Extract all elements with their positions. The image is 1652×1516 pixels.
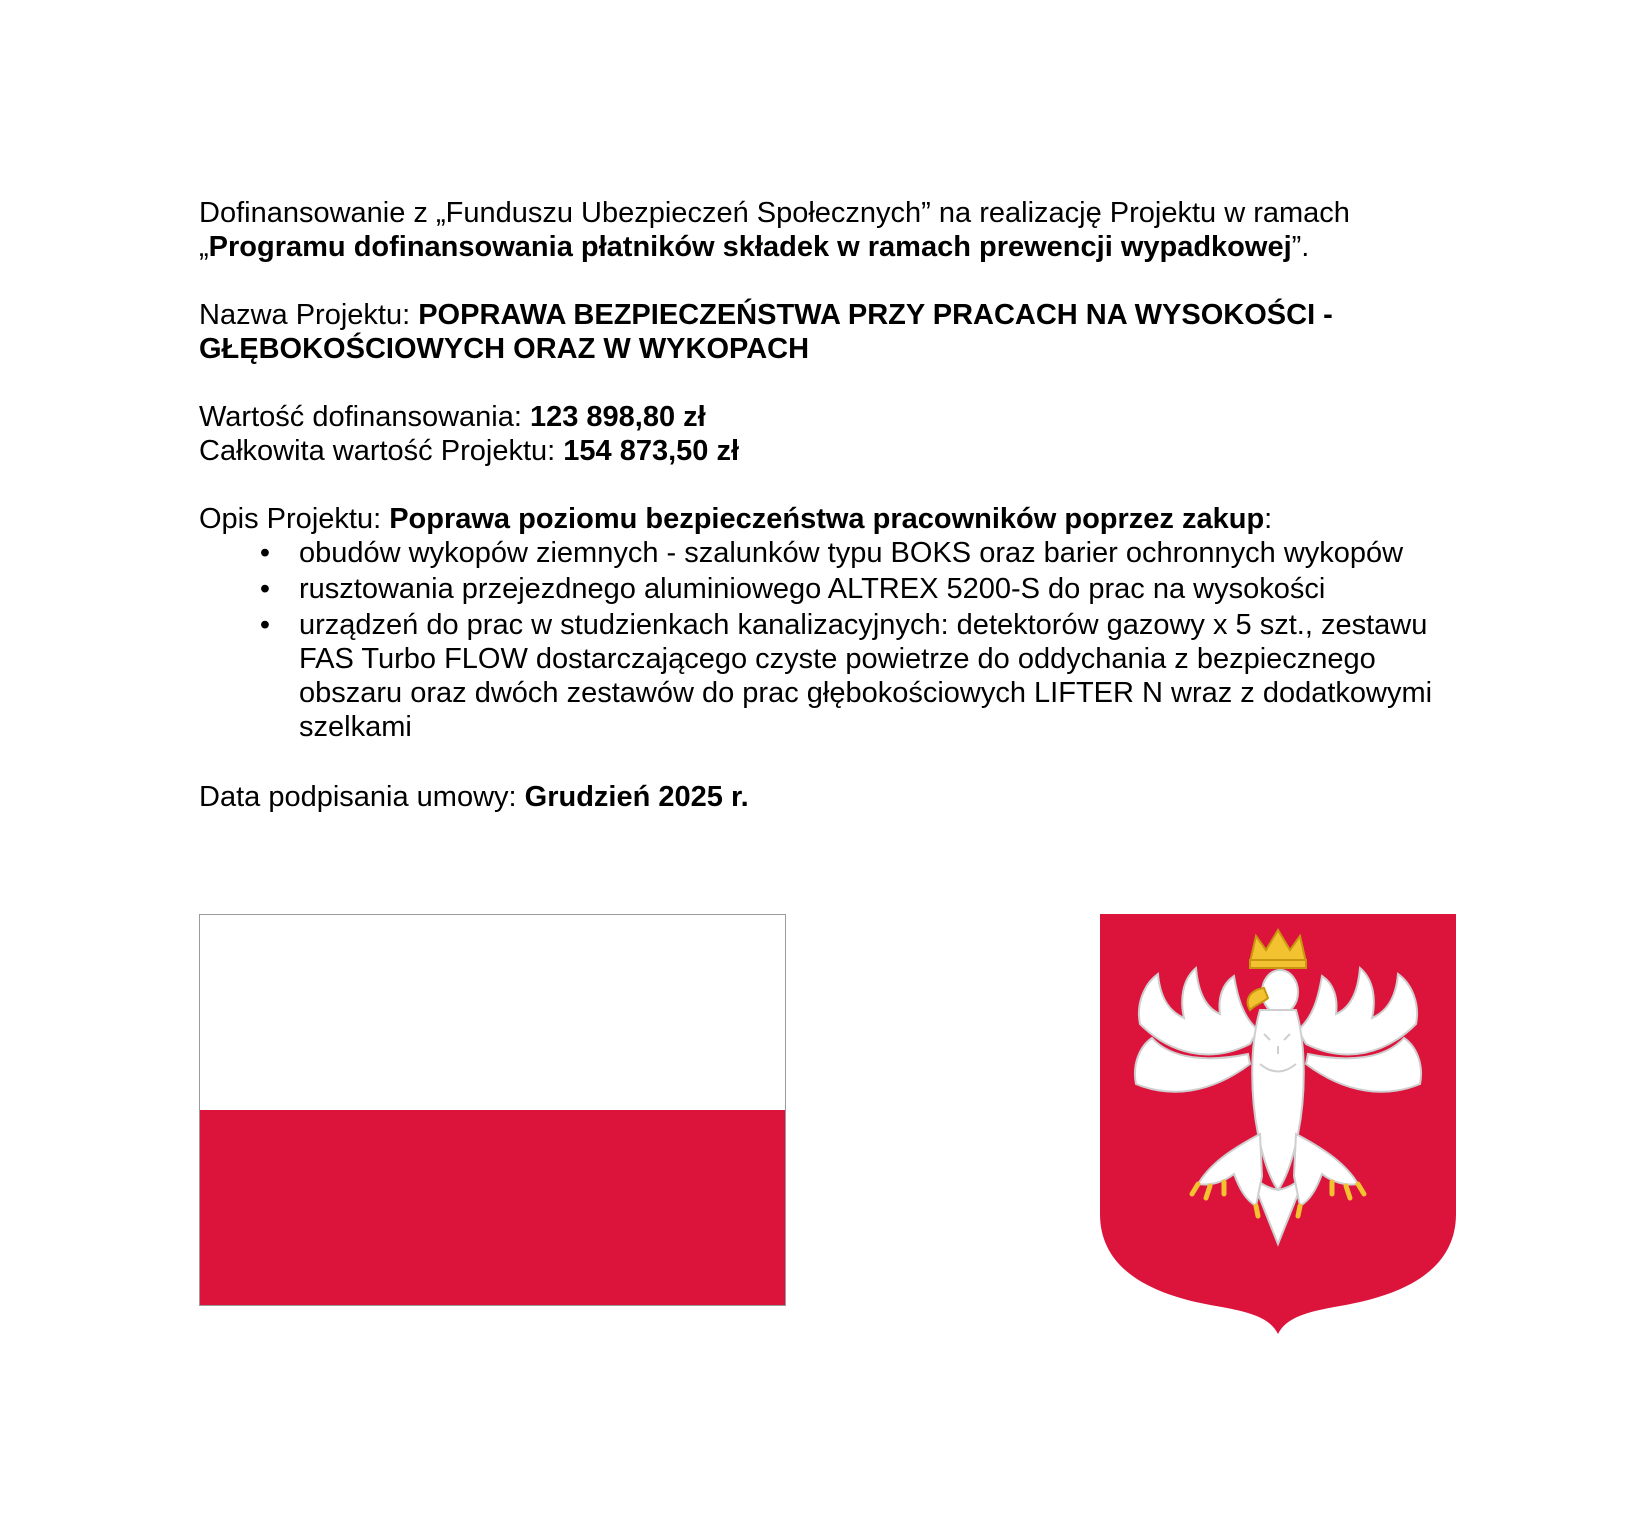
funding-paragraph: [199, 400, 1459, 434]
polish-flag-icon: [199, 914, 786, 1306]
signing-label: Data podpisania umowy:: [199, 781, 525, 813]
description-value: Poprawa poziomu bezpieczeństwa pracowników poprzez zakup: [389, 503, 1265, 535]
total-value: 154 873,50 zł: [563, 435, 740, 467]
bullet-icon: •: [259, 537, 271, 569]
polish-eagle-emblem-icon: [1100, 914, 1456, 1334]
description-suffix: :: [1264, 503, 1273, 535]
description-label: Opis Projektu:: [199, 503, 390, 535]
emblem-svg: [1100, 914, 1456, 1334]
list-item-text: rusztowania przejezdnego aluminiowego ALTREX 5200-S do prac na wysokości: [299, 573, 1326, 605]
program-name: Programu dofinansowania płatników składek w ramach prewencji wypadkowej: [208, 231, 1292, 263]
program-close-quote: ”.: [1291, 231, 1310, 263]
flag-red-stripe: [200, 1110, 785, 1305]
list-item: [199, 572, 1459, 606]
purchase-list: [199, 536, 1459, 744]
program-open-quote: „: [199, 231, 209, 263]
signing-value: Grudzień 2025 r.: [524, 781, 749, 813]
list-item-text: obudów wykopów ziemnych - szalunków typu BOKS oraz barier ochronnych wykopów: [299, 537, 1404, 569]
list-item: [199, 536, 1459, 570]
total-paragraph: [199, 434, 1459, 468]
bullet-icon: •: [259, 609, 271, 641]
list-item-text: urządzeń do prac w studzienkach kanalizacyjnych: detektorów gazowy x 5 szt., zestawu FAS Turbo FLOW dostarczającego czyste powietrze do oddychania z bezpiecznego obszaru oraz dwóch zestawów do prac głębokościowych LIFTER N wraz z dodatkowymi szelkami: [299, 609, 1433, 743]
document-body: [199, 196, 1459, 814]
funding-label: Wartość dofinansowania:: [199, 401, 530, 433]
project-name-label: Nazwa Projektu:: [199, 299, 419, 331]
intro-line: Dofinansowanie z „Funduszu Ubezpieczeń Społecznych” na realizację Projektu w ramach: [199, 197, 1350, 229]
signing-paragraph: [199, 780, 1459, 814]
flag-white-stripe: [200, 915, 785, 1112]
funding-value: 123 898,80 zł: [529, 401, 706, 433]
description-paragraph: [199, 502, 1459, 536]
bullet-icon: •: [259, 573, 271, 605]
project-name-paragraph: [199, 298, 1459, 366]
intro-paragraph: [199, 196, 1459, 264]
list-item: [199, 608, 1459, 744]
project-name-value: POPRAWA BEZPIECZEŃSTWA PRZY PRACACH NA WYSOKOŚCI - GŁĘBOKOŚCIOWYCH ORAZ W WYKOPACH: [199, 299, 1333, 365]
total-label: Całkowita wartość Projektu:: [199, 435, 564, 467]
